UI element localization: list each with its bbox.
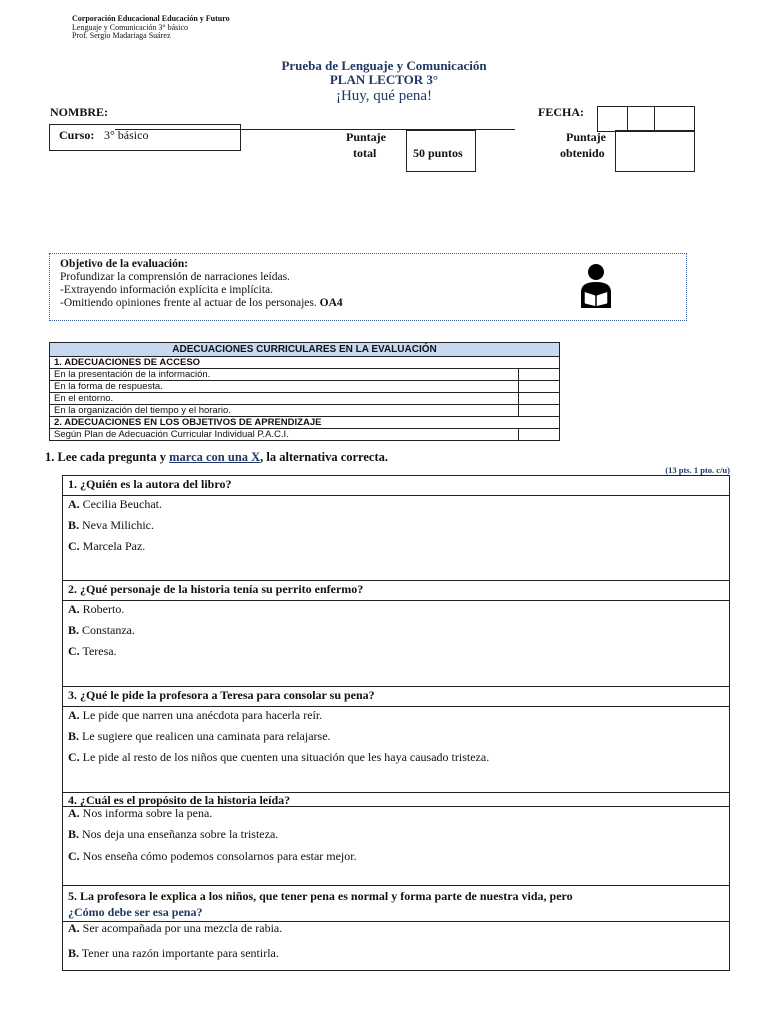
points-note: (13 pts. 1 pto. c/u) <box>665 465 730 475</box>
instruction-link: marca con una X <box>169 450 261 464</box>
adecuacion-item: En la organización del tiempo y el horario. <box>50 405 519 417</box>
institution-name: Corporación Educacional Educación y Futuro <box>72 14 230 23</box>
fecha-divider <box>654 107 655 131</box>
fecha-boxes[interactable] <box>597 106 695 132</box>
puntaje-obtenido-label: Puntaje <box>566 130 606 144</box>
option-2c[interactable]: C. Teresa. <box>68 644 117 658</box>
objective-line-1: Profundizar la comprensión de narraciones leídas. <box>60 271 290 283</box>
divider <box>62 706 730 707</box>
puntaje-total-label-2: total <box>353 146 377 160</box>
divider <box>62 686 730 687</box>
adecuacion-item: Según Plan de Adecuación Curricular Individual P.A.C.I. <box>50 429 519 441</box>
option-2a[interactable]: A. Roberto. <box>68 602 125 616</box>
adecuacion-check[interactable] <box>519 381 560 393</box>
option-5b[interactable]: B. Tener una razón importante para sentirla. <box>68 946 279 960</box>
puntaje-total-label: Puntaje <box>346 130 386 144</box>
adecuacion-item: En la presentación de la información. <box>50 369 519 381</box>
adecuaciones-table <box>49 342 560 441</box>
reading-person-icon <box>573 262 619 310</box>
objective-box <box>49 253 687 321</box>
adecuaciones-header: ADECUACIONES CURRICULARES EN LA EVALUACIÓN <box>50 343 560 357</box>
option-3a[interactable]: A. Le pide que narren una anécdota para hacerla reír. <box>68 708 323 722</box>
adecuacion-item: En la forma de respuesta. <box>50 381 519 393</box>
question-4: 4. ¿Cuál es el propósito de la historia leída? <box>68 793 291 807</box>
objective-line-3: -Omitiendo opiniones frente al actuar de los personajes. <box>60 297 317 309</box>
divider <box>62 495 730 496</box>
divider <box>62 885 730 886</box>
fecha-label: FECHA: <box>538 105 584 119</box>
option-1a[interactable]: A. Cecilia Beuchat. <box>68 497 162 511</box>
question-1: 1. ¿Quién es la autora del libro? <box>68 477 232 491</box>
objective-line-2: -Extrayendo información explícita e implícita. <box>60 284 273 296</box>
option-3c[interactable]: C. Le pide al resto de los niños que cuenten una situación que les haya causado tristeza. <box>68 750 490 764</box>
instruction <box>45 450 388 465</box>
adecuacion-check[interactable] <box>519 393 560 405</box>
teacher-line: Prof. Sergio Madariaga Suárez <box>72 31 171 40</box>
plan-lector-title: PLAN LECTOR 3° <box>329 72 439 87</box>
puntaje-total-box <box>406 130 476 172</box>
curso-value: 3° básico <box>104 128 149 142</box>
test-title: Prueba de Lenguaje y Comunicación <box>281 58 487 73</box>
adecuacion-check[interactable] <box>519 405 560 417</box>
question-2: 2. ¿Qué personaje de la historia tenía su perrito enfermo? <box>68 582 364 596</box>
puntaje-total-value: 50 puntos <box>413 146 463 160</box>
adecuacion-item: En el entorno. <box>50 393 519 405</box>
adecuaciones-section-1: 1. ADECUACIONES DE ACCESO <box>50 357 560 369</box>
question-5: 5. La profesora le explica a los niños, que tener pena es normal y forma parte de nuestra vida, pero <box>68 889 573 903</box>
adecuacion-check[interactable] <box>519 429 560 441</box>
divider <box>62 600 730 601</box>
option-1b[interactable]: B. Neva Milichic. <box>68 518 154 532</box>
option-1c[interactable]: C. Marcela Paz. <box>68 539 146 553</box>
curso-box <box>49 124 241 151</box>
fecha-divider <box>627 107 628 131</box>
option-2b[interactable]: B. Constanza. <box>68 623 136 637</box>
adecuaciones-section-2: 2. ADECUACIONES EN LOS OBJETIVOS DE APRENDIZAJE <box>50 417 560 429</box>
objective-line-3-wrap <box>60 297 343 310</box>
adecuacion-check[interactable] <box>519 369 560 381</box>
question-3: 3. ¿Qué le pide la profesora a Teresa para consolar su pena? <box>68 688 375 702</box>
divider <box>62 580 730 581</box>
objective-code: OA4 <box>319 297 343 309</box>
subject-line: Lenguaje y Comunicación 3° básico <box>72 23 189 32</box>
option-4a[interactable]: A. Nos informa sobre la pena. <box>68 806 213 820</box>
nombre-label: NOMBRE: <box>50 105 108 119</box>
question-5-line-2: ¿Cómo debe ser esa pena? <box>68 905 203 919</box>
instruction-suffix: , la alternativa correcta. <box>260 450 389 464</box>
puntaje-obtenido-label-2: obtenido <box>560 146 605 160</box>
instruction-prefix: 1. Lee cada pregunta y <box>45 450 166 464</box>
puntaje-obtenido-box[interactable] <box>615 130 695 172</box>
option-5a[interactable]: A. Ser acompañada por una mezcla de rabia. <box>68 921 283 935</box>
book-title: ¡Huy, qué pena! <box>335 88 433 104</box>
option-3b[interactable]: B. Le sugiere que realicen una caminata para relajarse. <box>68 729 331 743</box>
objective-title: Objetivo de la evaluación: <box>60 258 189 270</box>
option-4c[interactable]: C. Nos enseña cómo podemos consolarnos para estar mejor. <box>68 849 357 863</box>
option-4b[interactable]: B. Nos deja una enseñanza sobre la tristeza. <box>68 827 279 841</box>
curso-label: Curso: <box>59 128 95 142</box>
